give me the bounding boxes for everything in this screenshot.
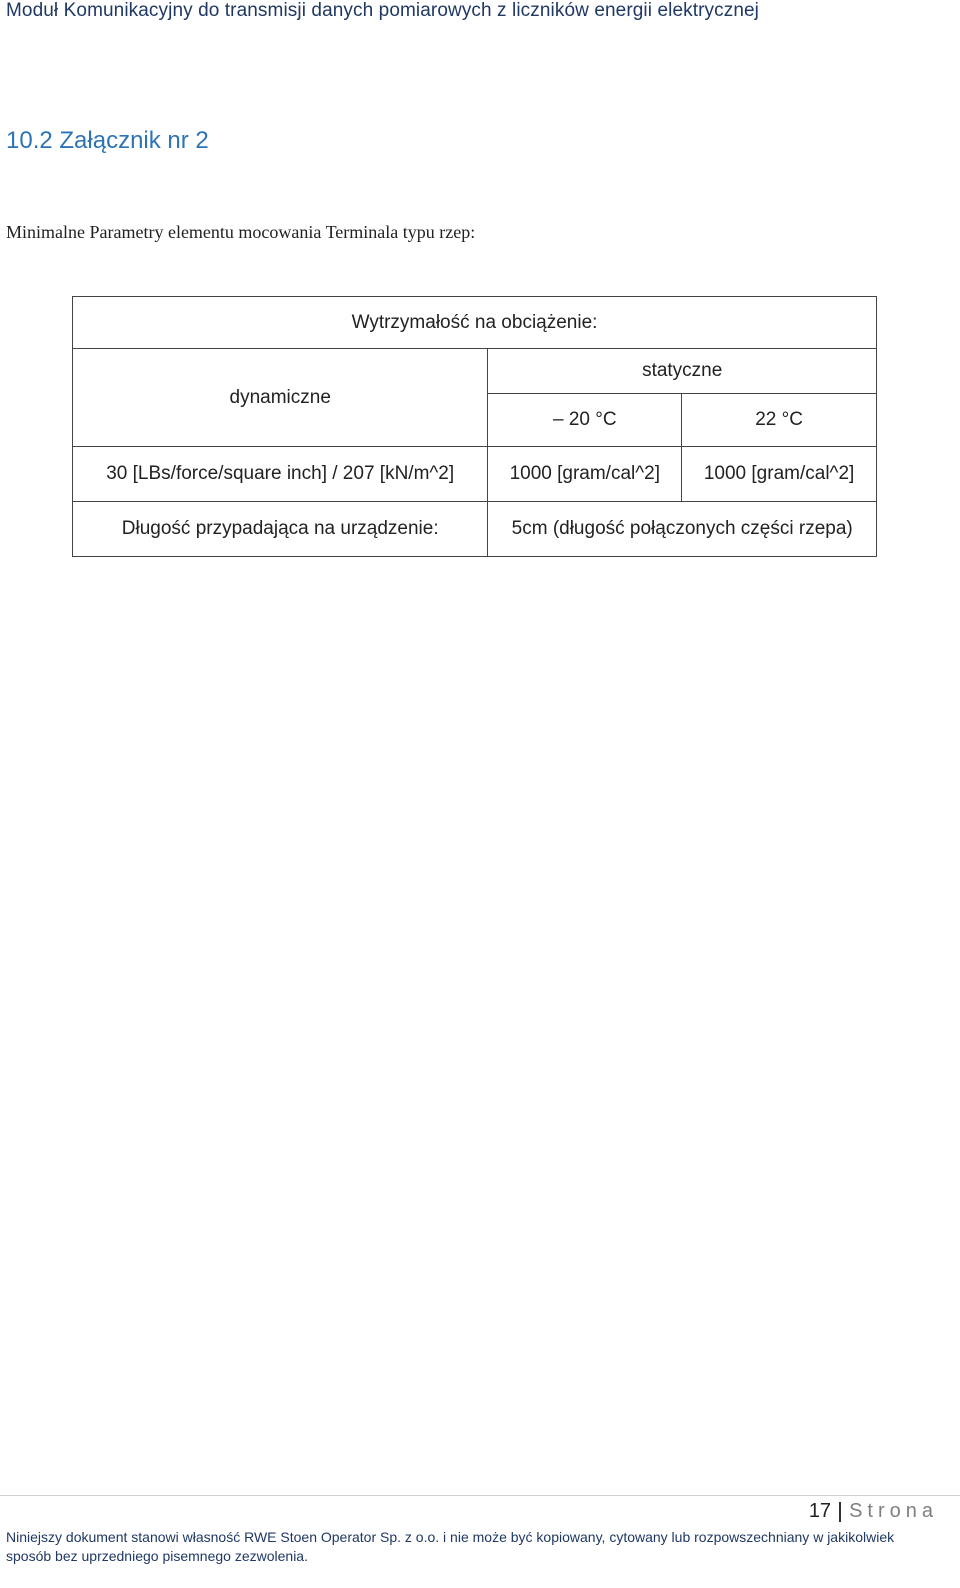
parameters-table bbox=[72, 296, 877, 557]
footer-notice: Niniejszy dokument stanowi własność RWE Stoen Operator Sp. z o.o. i nie może być kopiowany, cytowany lub rozpowszechniany w jakikolwiek sposób bez uprzedniego pisemnego zezwolenia. bbox=[6, 1529, 895, 1564]
page-number-separator bbox=[839, 1502, 841, 1522]
table-row bbox=[73, 349, 877, 394]
length-label: Długość przypadająca na urządzenie: bbox=[73, 502, 488, 557]
footer-divider bbox=[0, 1495, 960, 1496]
intro-paragraph: Minimalne Parametry elementu mocowania Terminala typu rzep: bbox=[6, 222, 476, 242]
table-header-row bbox=[73, 297, 877, 349]
page-number-value: 17 bbox=[808, 1500, 832, 1522]
load-strength-header: Wytrzymałość na obciążenie: bbox=[73, 297, 877, 349]
dash-mark: – bbox=[552, 409, 564, 430]
static-value-2: 1000 [gram/cal^2] bbox=[682, 447, 877, 502]
page-number bbox=[809, 1500, 938, 1523]
table-row bbox=[73, 502, 877, 557]
static-value-1: 1000 [gram/cal^2] bbox=[488, 447, 682, 502]
running-header: Moduł Komunikacyjny do transmisji danych pomiarowych z liczników energii elektrycznej bbox=[6, 0, 759, 21]
temperature-1: 20 °C bbox=[568, 409, 617, 430]
temperature-cell-1 bbox=[488, 394, 682, 447]
page-word: Strona bbox=[849, 1500, 938, 1522]
dynamic-value: 30 [LBs/force/square inch] / 207 [kN/m^2] bbox=[73, 447, 488, 502]
table-row bbox=[73, 447, 877, 502]
section-title: 10.2 Załącznik nr 2 bbox=[6, 127, 209, 154]
dynamic-label: dynamiczne bbox=[73, 349, 488, 447]
length-value: 5cm (długość połączonych części rzepa) bbox=[488, 502, 877, 557]
static-label: statyczne bbox=[488, 349, 877, 394]
temperature-2: 22 °C bbox=[682, 394, 877, 447]
